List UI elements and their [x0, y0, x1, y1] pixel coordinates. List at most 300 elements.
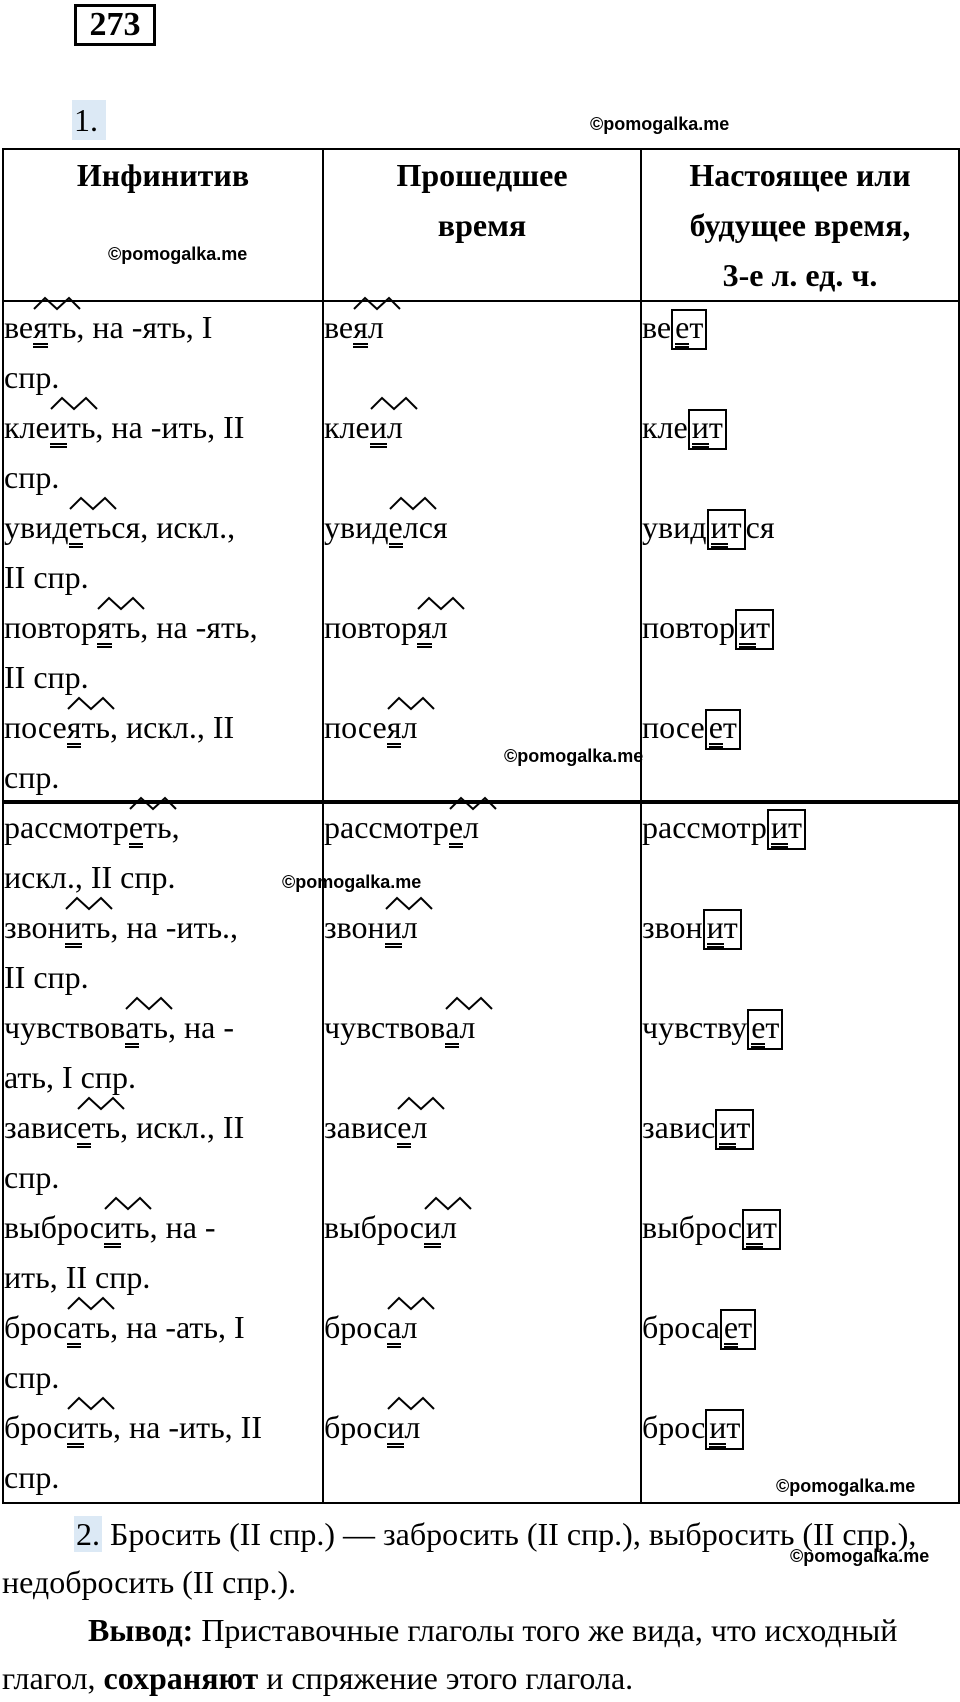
header-past-line2: время: [437, 207, 527, 243]
past-entry: [324, 302, 640, 402]
ending-arc-icon: [50, 395, 98, 411]
word-ending: [720, 1309, 756, 1345]
word: [642, 402, 727, 452]
present-entry: [642, 302, 958, 402]
ending-rest: т: [723, 909, 738, 945]
word-ending: [445, 1009, 475, 1045]
infinitive-entry: [4, 1202, 322, 1302]
header-infinitive-label: Инфинитив: [76, 157, 250, 193]
vowel-underlined: е: [397, 1111, 411, 1148]
word-stem: рассмотр: [642, 809, 767, 845]
ending-box: [705, 1409, 744, 1450]
word: [324, 702, 417, 752]
word: [642, 1102, 754, 1152]
header-past: [323, 149, 641, 301]
header-present: [641, 149, 959, 301]
ending-rest: ться: [82, 509, 141, 545]
word-ending: [67, 1409, 113, 1445]
word: [324, 1302, 417, 1352]
ending-rest: т: [708, 409, 723, 445]
word-ending: [707, 509, 775, 545]
ending-arc-icon: [417, 595, 465, 611]
ending-box: [707, 509, 746, 550]
word-stem: звон: [4, 909, 65, 945]
ending-rest: т: [722, 709, 737, 745]
ending-rest: т: [727, 509, 742, 545]
vowel-underlined: и: [771, 811, 788, 848]
infinitive-desc: , искл.,: [140, 509, 236, 545]
header-present-line2: будущее время,: [689, 207, 911, 243]
word-stem: ве: [324, 309, 354, 345]
ending-rest: т: [756, 609, 771, 645]
vowel-underlined: и: [424, 1211, 441, 1248]
vowel-underlined: е: [751, 1011, 765, 1048]
word: [4, 602, 140, 652]
vowel-underlined: е: [69, 511, 83, 548]
word: [4, 1302, 110, 1352]
infinitive-desc: , на -ить, II: [112, 1409, 262, 1445]
infinitive-desc: , искл., II: [110, 709, 235, 745]
past-entry: [324, 1402, 640, 1502]
ending-rest: л: [401, 909, 418, 945]
present-entry: [642, 1102, 958, 1202]
word-ending: [33, 309, 76, 345]
word-stem: ве: [4, 309, 34, 345]
infinitive-desc2: спр.: [4, 1159, 60, 1195]
word-ending: [77, 1109, 120, 1145]
vowel-underlined: и: [709, 1411, 726, 1448]
word-stem: чувству: [642, 1009, 748, 1045]
vowel-underlined: е: [129, 811, 143, 848]
word-ending: [715, 1109, 754, 1145]
vowel-underlined: и: [719, 1111, 736, 1148]
word-ending: [747, 1009, 783, 1045]
ending-rest: т: [736, 1109, 751, 1145]
word: [4, 902, 110, 952]
conclusion-paragraph: [2, 1606, 958, 1702]
ending-rest: ть: [81, 1309, 111, 1345]
vowel-underlined: и: [387, 1411, 404, 1448]
vowel-underlined: и: [385, 911, 402, 948]
word-stem: выброс: [642, 1209, 742, 1245]
watermark: ©pomogalka.me: [590, 114, 730, 134]
word: [4, 1002, 168, 1052]
word: [642, 702, 741, 752]
word: [642, 1302, 756, 1352]
ending-arc-icon: [387, 1395, 435, 1411]
infinitive-entry: [4, 802, 322, 902]
vowel-underlined: и: [692, 411, 709, 448]
task-number: 273: [74, 4, 156, 46]
word-ending: [424, 1209, 457, 1245]
word-ending: [735, 609, 774, 645]
word-ending: [370, 409, 403, 445]
ending-box: [747, 1009, 783, 1050]
infinitive-desc2: спр.: [4, 459, 60, 495]
infinitive-entry: [4, 602, 322, 702]
word-ending: [67, 709, 110, 745]
vowel-underlined: и: [67, 1411, 84, 1448]
ending-arc-icon: [385, 895, 433, 911]
ending-rest: ть: [81, 709, 111, 745]
word-stem: завис: [324, 1109, 398, 1145]
ending-arc-icon: [67, 1295, 115, 1311]
infinitive-desc2: II спр.: [4, 659, 89, 695]
ending-box: [688, 409, 727, 450]
vowel-underlined: я: [353, 311, 368, 348]
infinitive-entry: [4, 1302, 322, 1402]
ending-arc-icon: [104, 1195, 152, 1211]
header-present-line3: 3-е л. ед. ч.: [722, 257, 878, 293]
word-stem: увид: [4, 509, 69, 545]
word: [324, 1002, 475, 1052]
conclusion-text-before: Приставочные глаголы того же вида, что исходный глагол,: [2, 1612, 898, 1696]
ending-arc-icon: [97, 595, 145, 611]
infinitive-desc: , на -: [149, 1209, 216, 1245]
word-stem: увид: [642, 509, 707, 545]
ending-box: [742, 1209, 781, 1250]
ending-arc-icon: [125, 995, 173, 1011]
vowel-underlined: а: [445, 1011, 459, 1048]
word-ending: [387, 1409, 420, 1445]
ending-arc-icon: [397, 1095, 445, 1111]
vowel-underlined: е: [449, 811, 463, 848]
word-stem: брос: [324, 1409, 388, 1445]
word-stem: чувствов: [4, 1009, 126, 1045]
word-ending: [69, 509, 141, 545]
word-ending: [705, 709, 741, 745]
word-stem: завис: [642, 1109, 716, 1145]
infinitive-desc2: II спр.: [4, 559, 89, 595]
infinitive-desc2: спр.: [4, 1359, 60, 1395]
part1-label: 1.: [72, 100, 106, 140]
ending-rest: л: [459, 1009, 476, 1045]
infinitive-desc2: ать, I спр.: [4, 1059, 136, 1095]
word: [324, 1202, 457, 1252]
ending-box: [715, 1109, 754, 1150]
infinitive-entry: [4, 902, 322, 1002]
ending-arc-icon: [67, 1395, 115, 1411]
ending-arc-icon: [67, 695, 115, 711]
infinitive-desc: , на -ять,: [140, 609, 258, 645]
word-ending: [417, 609, 448, 645]
conclusion-label: Вывод:: [88, 1612, 194, 1648]
conclusion-bold-word: сохраняют: [103, 1660, 259, 1696]
ending-arc-icon: [353, 295, 401, 311]
vowel-underlined: е: [709, 711, 723, 748]
infinitive-entry: [4, 1402, 322, 1502]
ending-rest: л: [463, 809, 479, 845]
vowel-underlined: я: [33, 311, 48, 348]
infinitive-desc2: искл., II спр.: [4, 859, 176, 895]
word: [324, 402, 403, 452]
infinitive-desc2: спр.: [4, 359, 60, 395]
word-ending: [97, 609, 140, 645]
present-entry: [642, 502, 958, 602]
word-stem: ве: [642, 309, 672, 345]
word: [4, 1402, 113, 1452]
infinitive-desc2: ить, II спр.: [4, 1259, 151, 1295]
ending-arc-icon: [424, 1195, 472, 1211]
group2-present: [641, 801, 959, 1503]
word-stem: повтор: [642, 609, 735, 645]
ending-arc-icon: [65, 895, 113, 911]
infinitive-entry: [4, 1002, 322, 1102]
ending-rest: т: [763, 1209, 777, 1245]
ending-rest: ть: [84, 1409, 113, 1445]
ending-rest: л: [386, 409, 403, 445]
ending-rest: ть: [81, 909, 111, 945]
watermark: ©pomogalka.me: [108, 244, 248, 264]
vowel-underlined: и: [50, 411, 67, 448]
word-stem: повтор: [324, 609, 417, 645]
word-stem: увид: [324, 509, 389, 545]
word: [4, 1202, 150, 1252]
ending-rest: ть: [66, 409, 96, 445]
word-stem: кле: [324, 409, 370, 445]
word-ending: [387, 709, 418, 745]
word: [4, 402, 95, 452]
ending-arc-icon: [387, 695, 435, 711]
vowel-underlined: я: [387, 711, 402, 748]
present-entry: [642, 802, 958, 902]
infinitive-desc: , на -ять, I: [76, 309, 213, 345]
word-ending: [767, 809, 806, 845]
group1-infinitives: [3, 301, 323, 803]
word-ending: [125, 1009, 168, 1045]
watermark: ©pomogalka.me: [790, 1546, 930, 1566]
infinitive-desc: , на -ить.,: [110, 909, 239, 945]
word-ending: [703, 909, 742, 945]
present-entry: [642, 602, 958, 702]
word-ending: [104, 1209, 150, 1245]
ending-rest: ть: [121, 1209, 150, 1245]
past-entry: [324, 1102, 640, 1202]
ending-rest: т: [726, 1409, 741, 1445]
ending-rest: л: [401, 1309, 418, 1345]
word-stem: кле: [642, 409, 688, 445]
infinitive-entry: [4, 702, 322, 802]
vowel-underlined: я: [417, 611, 432, 648]
vowel-underlined: е: [724, 1311, 738, 1348]
word-ending: [705, 1409, 744, 1445]
ending-rest: л: [441, 1209, 457, 1245]
ending-box: [671, 309, 707, 350]
word-stem: выброс: [4, 1209, 104, 1245]
group1-past: [323, 301, 644, 803]
word-stem: броса: [642, 1309, 720, 1345]
ending-rest: ть: [139, 1009, 168, 1045]
past-entry: [324, 1002, 640, 1102]
word: [642, 1002, 783, 1052]
word-ending: [65, 909, 111, 945]
word: [324, 502, 448, 552]
infinitive-desc2: спр.: [4, 1459, 60, 1495]
word: [4, 502, 140, 552]
word: [642, 802, 806, 852]
past-entry: [324, 1202, 640, 1302]
vowel-underlined: а: [67, 1311, 81, 1348]
word-stem: кле: [4, 409, 50, 445]
infinitive-entry: [4, 502, 322, 602]
part2-label: 2.: [76, 1516, 100, 1552]
word-ending: [688, 409, 727, 445]
ending-rest: л: [431, 609, 448, 645]
past-entry: [324, 502, 640, 602]
watermark: ©pomogalka.me: [282, 872, 422, 892]
word: [324, 1102, 427, 1152]
present-entry: [642, 1302, 958, 1402]
ending-arc-icon: [389, 495, 437, 511]
ending-box: [703, 909, 742, 950]
ending-rest: т: [689, 309, 704, 345]
vowel-underlined: е: [389, 511, 403, 548]
vowel-underlined: е: [675, 311, 689, 348]
ending-arc-icon: [449, 795, 497, 811]
infinitive-entry: [4, 1102, 322, 1202]
infinitive-desc: , на -ать, I: [110, 1309, 245, 1345]
infinitive-entry: [4, 302, 322, 402]
vowel-underlined: я: [97, 611, 112, 648]
word-stem: посе: [642, 709, 705, 745]
word-ending: [129, 809, 172, 845]
vowel-underlined: и: [104, 1211, 121, 1248]
header-infinitive: [3, 149, 323, 301]
word-ending: [742, 1209, 781, 1245]
group1-present: [641, 301, 959, 803]
conclusion-text-after: и спряжение этого глагола.: [258, 1660, 634, 1696]
word-ending: [67, 1309, 110, 1345]
ending-rest: т: [787, 809, 802, 845]
infinitive-desc: , на -: [167, 1009, 234, 1045]
vowel-underlined: и: [65, 911, 82, 948]
word: [324, 602, 448, 652]
ending-rest: т: [765, 1009, 780, 1045]
word-stem: брос: [324, 1309, 388, 1345]
group1-row: [3, 301, 959, 803]
ending-rest: ть: [91, 1109, 121, 1145]
ending-arc-icon: [445, 995, 493, 1011]
infinitive-entry: [4, 402, 322, 502]
word-stem: рассмотр: [324, 809, 449, 845]
word-ending: [389, 509, 448, 545]
ending-rest: л: [401, 709, 418, 745]
vowel-underlined: а: [125, 1011, 139, 1048]
vowel-underlined: и: [739, 611, 756, 648]
word-stem: посе: [4, 709, 67, 745]
word-stem: повтор: [4, 609, 97, 645]
word: [4, 302, 76, 352]
vowel-underlined: и: [711, 511, 728, 548]
word: [324, 302, 384, 352]
present-entry: [642, 902, 958, 1002]
ending-rest: л: [411, 1109, 428, 1145]
word-stem: брос: [642, 1409, 706, 1445]
infinitive-desc: , на -ить, II: [95, 409, 245, 445]
ending-box: [705, 709, 741, 750]
ending-arc-icon: [77, 1095, 125, 1111]
word: [642, 302, 707, 352]
watermark: ©pomogalka.me: [776, 1476, 916, 1496]
word-stem: брос: [4, 1409, 68, 1445]
infinitive-desc: ,: [171, 809, 180, 845]
ending-rest: ть: [143, 809, 172, 845]
word-ending: [385, 909, 418, 945]
word-ending: [671, 309, 707, 345]
conjugation-table-2: [2, 800, 960, 1504]
word-ending: [353, 309, 384, 345]
word-stem: звон: [642, 909, 703, 945]
word: [642, 902, 742, 952]
word-stem: завис: [4, 1109, 78, 1145]
ending-box: [735, 609, 774, 650]
part2-text: Бросить (II спр.) — забросить (II спр.), выбросить (II спр.), недобросить (II спр.).: [2, 1516, 917, 1600]
part2-paragraph: [2, 1510, 958, 1606]
word-ending: [397, 1109, 427, 1145]
group2-past: [323, 801, 641, 1503]
word: [642, 502, 775, 552]
ending-rest: лся: [402, 509, 448, 545]
past-entry: [324, 1302, 640, 1402]
present-entry: [642, 1002, 958, 1102]
word-ending: [50, 409, 96, 445]
word: [324, 902, 418, 952]
ending-rest: ть: [47, 309, 77, 345]
group2-infinitives: [3, 801, 323, 1503]
word: [642, 1202, 781, 1252]
ending-rest: л: [404, 1409, 421, 1445]
present-entry: [642, 402, 958, 502]
ending-arc-icon: [33, 295, 81, 311]
ending-arc-icon: [129, 795, 177, 811]
vowel-underlined: е: [77, 1111, 91, 1148]
word: [4, 802, 172, 852]
word: [4, 702, 110, 752]
present-entry: [642, 1202, 958, 1302]
vowel-underlined: я: [67, 711, 82, 748]
word: [642, 1402, 744, 1452]
past-entry: [324, 402, 640, 502]
vowel-underlined: и: [707, 911, 724, 948]
group2-row: [3, 801, 959, 1503]
word-stem: чувствов: [324, 1009, 446, 1045]
ending-rest: т: [738, 1309, 753, 1345]
ending-arc-icon: [69, 495, 117, 511]
vowel-underlined: а: [387, 1311, 401, 1348]
word: [324, 1402, 420, 1452]
present-entry: [642, 702, 958, 802]
word: [642, 602, 774, 652]
ending-rest: л: [367, 309, 384, 345]
word: [4, 1102, 120, 1152]
word-tail: ся: [745, 509, 775, 545]
word-stem: выброс: [324, 1209, 424, 1245]
conjugation-table-1: [2, 148, 960, 804]
ending-box: [767, 809, 806, 850]
header-past-line1: Прошедшее: [396, 157, 568, 193]
word-stem: звон: [324, 909, 385, 945]
ending-arc-icon: [370, 395, 418, 411]
ending-arc-icon: [387, 1295, 435, 1311]
watermark: ©pomogalka.me: [504, 746, 644, 766]
vowel-underlined: и: [746, 1211, 763, 1248]
word-stem: брос: [4, 1309, 68, 1345]
header-row: [3, 149, 959, 301]
word: [324, 802, 479, 852]
ending-box: [720, 1309, 756, 1350]
word-ending: [449, 809, 479, 845]
word-stem: посе: [324, 709, 387, 745]
